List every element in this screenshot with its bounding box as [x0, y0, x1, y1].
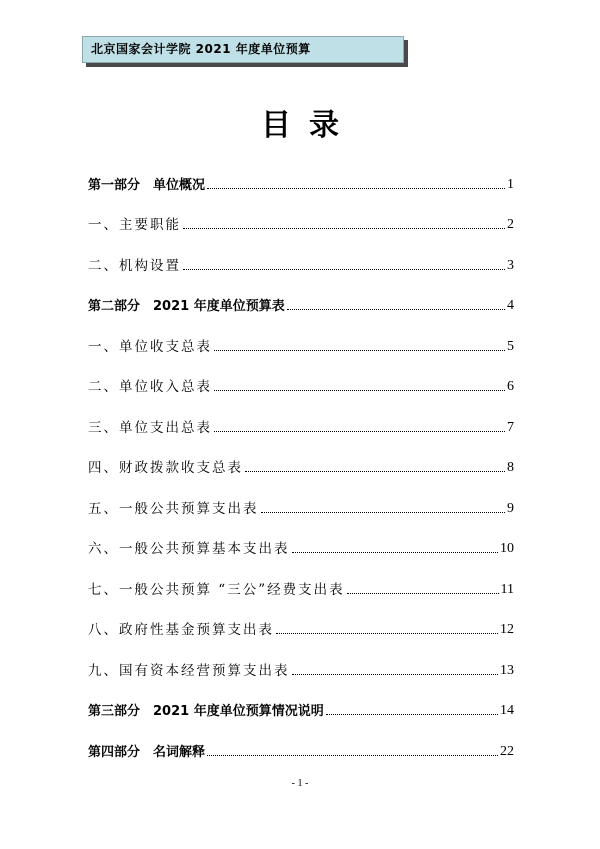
toc-entry-page: 11	[500, 581, 514, 597]
toc-entry[interactable]	[88, 280, 514, 321]
toc-entry-label: 九、国有资本经营预算支出表	[88, 662, 290, 679]
toc-leader-dots	[207, 754, 498, 756]
toc-leader-dots	[292, 551, 499, 553]
toc-leader-dots	[183, 268, 505, 270]
toc-entry-page: 5	[507, 338, 514, 354]
toc-entry[interactable]	[88, 644, 514, 685]
toc-leader-dots	[261, 511, 506, 513]
toc-entry-page: 13	[500, 662, 514, 678]
toc-entry[interactable]	[88, 158, 514, 199]
toc-entry-label: 一、单位收支总表	[88, 338, 212, 355]
toc-entry-label: 二、单位收入总表	[88, 379, 212, 395]
table-of-contents	[88, 158, 514, 766]
toc-leader-dots	[292, 673, 499, 675]
toc-entry[interactable]	[88, 320, 514, 361]
toc-entry-page: 8	[507, 460, 514, 475]
toc-leader-dots	[183, 227, 505, 229]
toc-entry-page: 14	[500, 703, 514, 718]
toc-entry-page: 10	[500, 541, 514, 556]
toc-entry[interactable]	[88, 523, 514, 564]
toc-leader-dots	[214, 430, 505, 432]
toc-entry-label: 一、主要职能	[88, 217, 181, 233]
running-header: 北京国家会计学院 2021 年度单位预算	[82, 36, 404, 63]
toc-leader-dots	[347, 592, 499, 594]
toc-entry[interactable]	[88, 442, 514, 483]
toc-entry[interactable]	[88, 482, 514, 523]
toc-leader-dots	[214, 349, 505, 351]
toc-entry-label: 第三部分 2021 年度单位预算情况说明	[88, 704, 324, 719]
toc-entry-label: 六、一般公共预算基本支出表	[88, 541, 290, 557]
toc-entry-page: 22	[500, 743, 514, 759]
toc-entry[interactable]	[88, 199, 514, 240]
toc-entry[interactable]	[88, 685, 514, 726]
toc-entry-page: 9	[507, 500, 514, 516]
toc-entry-label: 二、机构设置	[88, 257, 181, 274]
toc-entry-page: 4	[507, 298, 514, 313]
toc-leader-dots	[326, 713, 498, 715]
toc-leader-dots	[245, 470, 505, 472]
toc-leader-dots	[207, 187, 505, 189]
page-number: - 1 -	[291, 778, 309, 789]
toc-entry[interactable]	[88, 401, 514, 442]
toc-entry-label: 三、单位支出总表	[88, 419, 212, 436]
toc-entry-page: 2	[507, 217, 514, 232]
toc-entry-label: 第四部分 名词解释	[88, 744, 206, 760]
toc-entry-label: 四、财政拨款收支总表	[88, 460, 243, 476]
toc-entry-label: 八、政府性基金预算支出表	[88, 622, 274, 638]
toc-leader-dots	[276, 632, 498, 634]
toc-entry-page: 12	[500, 622, 514, 637]
toc-entry[interactable]	[88, 604, 514, 645]
toc-entry-page: 1	[507, 176, 514, 192]
toc-entry-label: 七、一般公共预算 “三公”经费支出表	[88, 581, 345, 598]
toc-entry-page: 3	[507, 257, 514, 273]
toc-entry[interactable]	[88, 361, 514, 402]
toc-leader-dots	[287, 308, 505, 310]
toc-entry[interactable]	[88, 239, 514, 280]
toc-leader-dots	[214, 389, 505, 391]
toc-entry[interactable]	[88, 725, 514, 766]
page-title: 目录	[261, 108, 357, 143]
toc-entry[interactable]	[88, 563, 514, 604]
toc-entry-page: 6	[507, 379, 514, 394]
toc-entry-label: 第一部分 单位概况	[88, 177, 206, 193]
toc-entry-label: 第二部分 2021 年度单位预算表	[88, 299, 285, 314]
toc-entry-label: 五、一般公共预算支出表	[88, 500, 259, 517]
toc-entry-page: 7	[507, 419, 514, 435]
